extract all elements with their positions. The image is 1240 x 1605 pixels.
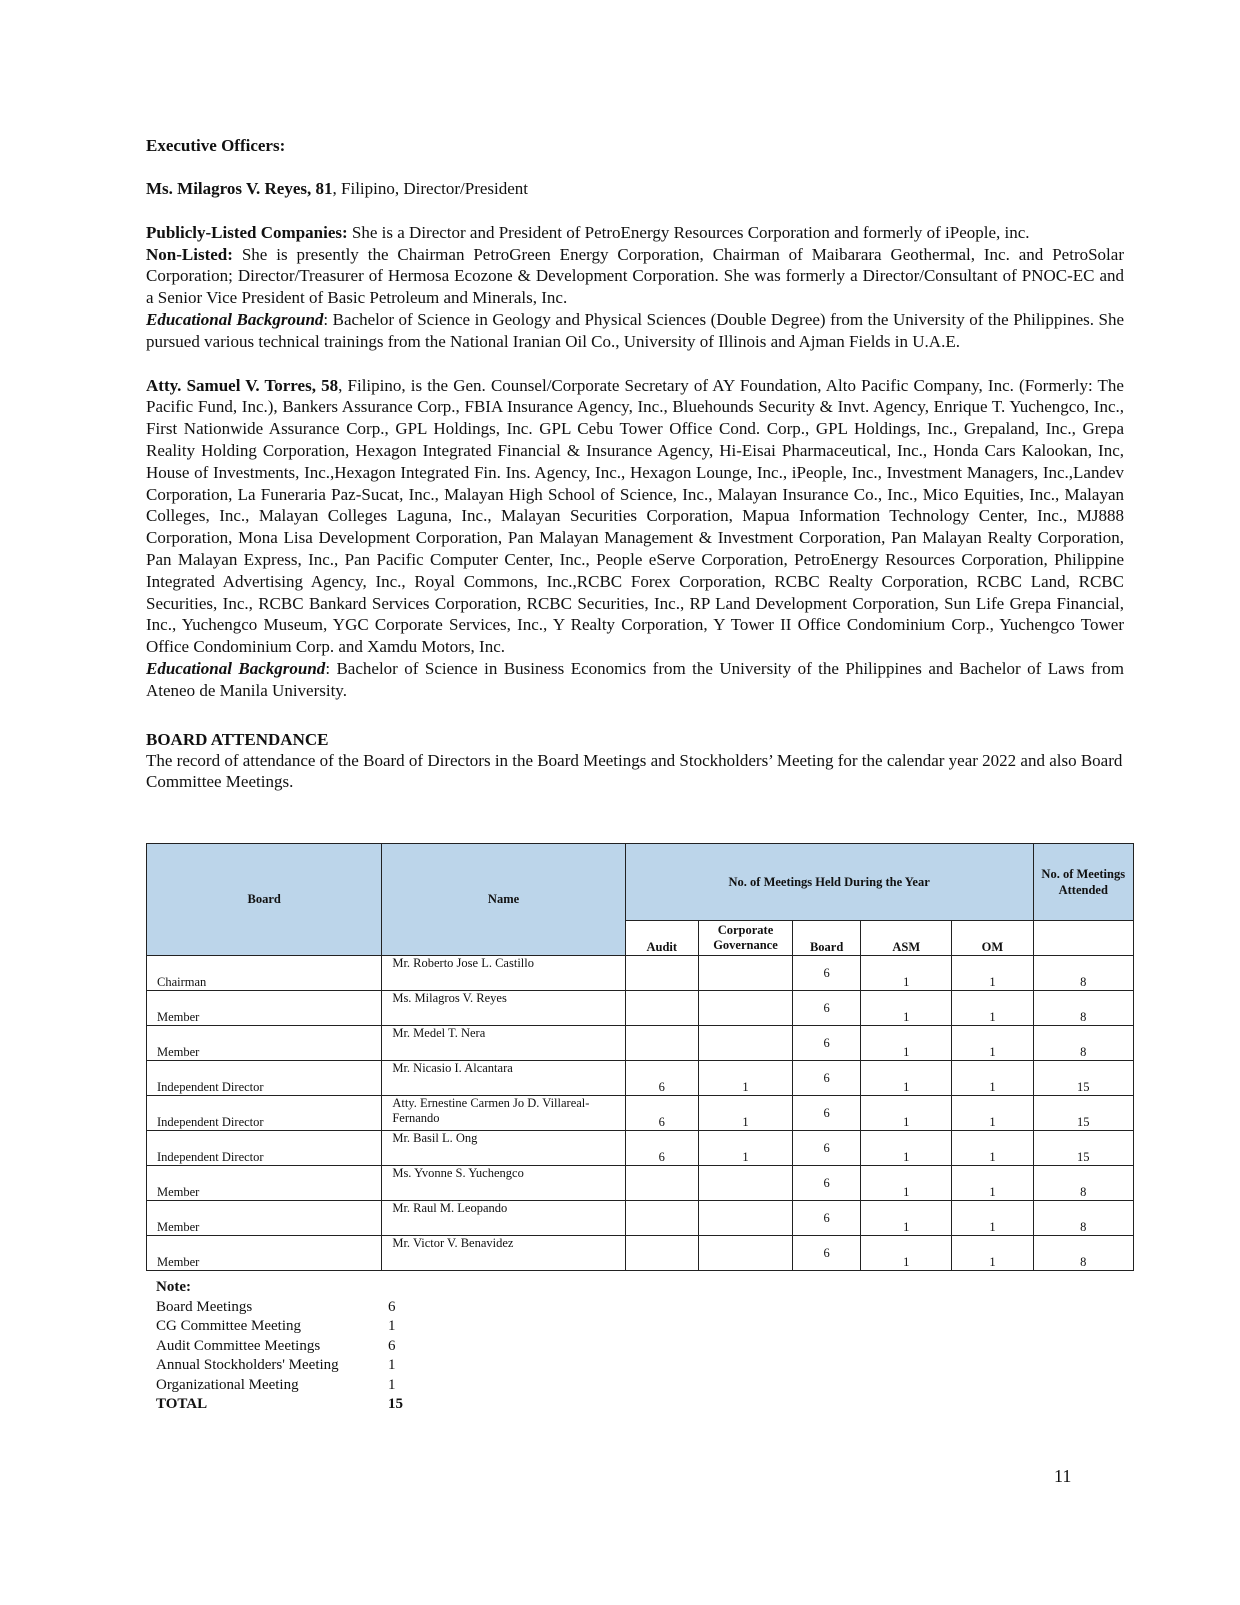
header-meetings-attended: No. of Meetings Attended xyxy=(1033,844,1133,921)
table-row xyxy=(147,956,1134,991)
notes-heading: Note: xyxy=(156,1279,191,1295)
board-meetings-cell: 6 xyxy=(793,991,861,1026)
asm-cell: 1 xyxy=(861,1096,952,1131)
header-name: Name xyxy=(382,844,625,956)
torres-name: Atty. Samuel V. Torres, 58 xyxy=(146,375,339,395)
table-row xyxy=(147,1096,1134,1131)
header-board-meetings: Board xyxy=(793,921,861,956)
header-meetings-held: No. of Meetings Held During the Year xyxy=(625,844,1033,921)
attended-cell: 8 xyxy=(1033,1026,1133,1061)
om-cell: 1 xyxy=(952,1201,1033,1236)
board-meetings-cell: 6 xyxy=(793,1061,861,1096)
audit-cell xyxy=(625,1166,698,1201)
om-cell: 1 xyxy=(952,1061,1033,1096)
board-meetings-cell: 6 xyxy=(793,1096,861,1131)
board-cell: Member xyxy=(147,1201,382,1236)
notes-item-label: Annual Stockholders' Meeting xyxy=(156,1357,339,1373)
cg-cell xyxy=(698,1166,792,1201)
board-cell: Member xyxy=(147,1166,382,1201)
header-board: Board xyxy=(147,844,382,956)
attended-cell: 8 xyxy=(1033,991,1133,1026)
torres-bio xyxy=(146,375,1124,658)
notes-item xyxy=(156,1376,403,1396)
table-row xyxy=(147,1236,1134,1271)
name-cell: Ms. Milagros V. Reyes xyxy=(382,991,625,1026)
notes-item-label: Audit Committee Meetings xyxy=(156,1337,321,1354)
notes-item xyxy=(156,1317,403,1337)
reyes-listed xyxy=(146,222,1124,244)
board-meetings-cell: 6 xyxy=(793,1026,861,1061)
board-cell: Independent Director xyxy=(147,1096,382,1131)
reyes-edu-text: : Bachelor of Science in Geology and Physical Sciences (Double Degree) from the University of the Philippines. She pursued various technical trainings from the National Iranian Oil Co., University of Illinois and Ajman Fields in U.A.E. xyxy=(146,309,1125,351)
torres-text: , Filipino, is the Gen. Counsel/Corporate Secretary of AY Foundation, Alto Pacific Company, Inc. (Formerly: The Pacific Fund, Inc.), Bankers Assurance Corp., FBIA Insurance Agency, Inc., Bluehounds Security & Invt. Agency, Enrique T. Yuchengco, Inc., First Nationwide Assurance Corp., GPL Holdings, Inc. GPL Cebu Tower Office Cond. Corp., GPL Holdings, Inc., Grepaland, Inc., Grepa Reality Holding Corporation, Hexagon Integrated Financial & Insurance Agency, Hi-Eisai Pharmaceutical, Inc., Honda Cars Kalookan, Inc, House of Investments, Inc.,Hexagon Integrated Fin. Ins. Agency, Inc., Hexagon Lounge, Inc., iPeople, Inc., Investment Managers, Inc.,Landev Corporation, La Funeraria Paz-Sucat, Inc., Malayan High School of Science, Inc., Malayan Insurance Co., Inc., Mico Equities, Inc., Malayan Colleges, Inc., Malayan Colleges Laguna, Inc., Malayan Securities Corporation, Mapua Information Technology Center, Inc., MJ888 Corporation, Mona Lisa Development Corporation, Pan Malayan Management & Investment Corporation, Pan Malayan Realty Corporation, Pan Malayan Express, Inc., Pan Pacific Computer Center, Inc., People eServe Corporation, PetroEnergy Resources Corporation, Philippine Integrated Advertising Agency, Inc., Royal Commons, Inc.,RCBC Forex Corporation, RCBC Realty Corporation, RCBC Land, RCBC Securities, Inc., RCBC Bankard Services Corporation, RCBC Securities, Inc., RP Land Development Corporation, Sun Life Grepa Financial, Inc., Yuchengco Museum, YGC Corporate Services, Inc., Y Realty Corporation, Y Tower II Office Condominium Corp., Yuchengco Tower Office Condominium Corp. and Xamdu Motors, Inc. xyxy=(146,375,1124,657)
attended-cell: 8 xyxy=(1033,1201,1133,1236)
notes-item xyxy=(156,1298,403,1318)
audit-cell xyxy=(625,1236,698,1271)
table-row xyxy=(147,1201,1134,1236)
table-row xyxy=(147,1061,1134,1096)
notes-item-value: 1 xyxy=(388,1318,396,1334)
torres-edu-text: : Bachelor of Science in Business Economics from the University of the Philippines and Bachelor of Laws from Ateneo de Manila University. xyxy=(146,658,1124,700)
notes-item-label: CG Committee Meeting xyxy=(156,1318,301,1334)
header-om: OM xyxy=(952,921,1033,956)
board-meetings-cell: 6 xyxy=(793,1236,861,1271)
notes-item-value: 1 xyxy=(388,1357,396,1373)
notes-total-label: TOTAL xyxy=(156,1396,208,1412)
notes-total-value: 15 xyxy=(388,1396,403,1412)
header-cg: Corporate Governance xyxy=(698,921,792,956)
asm-cell: 1 xyxy=(861,1201,952,1236)
reyes-role: , Filipino, Director/President xyxy=(332,179,529,198)
table-row xyxy=(147,1166,1134,1201)
notes-total-row xyxy=(156,1395,403,1415)
table-row xyxy=(147,1131,1134,1166)
asm-cell: 1 xyxy=(861,1236,952,1271)
asm-cell: 1 xyxy=(861,1131,952,1166)
reyes-nonlisted xyxy=(146,244,1124,309)
audit-cell xyxy=(625,1026,698,1061)
executive-officers-heading: Executive Officers: xyxy=(146,136,286,155)
cg-cell: 1 xyxy=(698,1131,792,1166)
attended-cell: 15 xyxy=(1033,1061,1133,1096)
reyes-edu-label: Educational Background xyxy=(146,309,324,329)
table-row xyxy=(147,1026,1134,1061)
notes-item xyxy=(156,1356,403,1376)
asm-cell: 1 xyxy=(861,956,952,991)
om-cell: 1 xyxy=(952,1096,1033,1131)
board-meetings-cell: 6 xyxy=(793,1201,861,1236)
asm-cell: 1 xyxy=(861,1166,952,1201)
torres-education xyxy=(146,658,1124,702)
document-body xyxy=(146,136,1124,793)
board-meetings-cell: 6 xyxy=(793,1131,861,1166)
name-cell: Ms. Yvonne S. Yuchengco xyxy=(382,1166,625,1201)
notes-item-value: 1 xyxy=(388,1376,396,1393)
board-cell: Chairman xyxy=(147,956,382,991)
attended-cell: 8 xyxy=(1033,956,1133,991)
header-attended-blank xyxy=(1033,921,1133,956)
name-cell: Mr. Basil L. Ong xyxy=(382,1131,625,1166)
attended-cell: 15 xyxy=(1033,1131,1133,1166)
name-cell: Mr. Nicasio I. Alcantara xyxy=(382,1061,625,1096)
listed-text: She is a Director and President of PetroEnergy Resources Corporation and formerly of iPeople, inc. xyxy=(347,222,1030,242)
asm-cell: 1 xyxy=(861,1061,952,1096)
asm-cell: 1 xyxy=(861,991,952,1026)
notes-item-value: 6 xyxy=(388,1298,396,1315)
om-cell: 1 xyxy=(952,1166,1033,1201)
audit-cell: 6 xyxy=(625,1061,698,1096)
board-cell: Independent Director xyxy=(147,1061,382,1096)
name-cell: Mr. Medel T. Nera xyxy=(382,1026,625,1061)
nonlisted-label: Non-Listed: xyxy=(146,244,233,264)
cg-cell xyxy=(698,1201,792,1236)
om-cell: 1 xyxy=(952,1131,1033,1166)
audit-cell: 6 xyxy=(625,1131,698,1166)
board-cell: Member xyxy=(147,991,382,1026)
board-cell: Member xyxy=(147,1026,382,1061)
board-attendance-heading: BOARD ATTENDANCE xyxy=(146,729,329,749)
reyes-name: Ms. Milagros V. Reyes, 81 xyxy=(146,179,333,198)
attended-cell: 8 xyxy=(1033,1166,1133,1201)
board-meetings-cell: 6 xyxy=(793,1166,861,1201)
name-cell: Mr. Roberto Jose L. Castillo xyxy=(382,956,625,991)
audit-cell xyxy=(625,1201,698,1236)
notes-item xyxy=(156,1337,403,1357)
listed-label: Publicly-Listed Companies: xyxy=(146,222,348,242)
board-attendance-intro: The record of attendance of the Board of Directors in the Board Meetings and Stockholders’ Meeting for the calendar year 2022 and also Board Committee Meetings. xyxy=(146,750,1123,792)
name-cell: Mr. Raul M. Leopando xyxy=(382,1201,625,1236)
cg-cell: 1 xyxy=(698,1096,792,1131)
attended-cell: 8 xyxy=(1033,1236,1133,1271)
om-cell: 1 xyxy=(952,956,1033,991)
table-row xyxy=(147,991,1134,1026)
notes-item-label: Organizational Meeting xyxy=(156,1376,299,1393)
page-number: 11 xyxy=(1054,1466,1072,1486)
name-cell: Atty. Ernestine Carmen Jo D. Villareal-Fernando xyxy=(382,1096,625,1131)
attendance-table xyxy=(146,843,1134,1271)
notes-item-label: Board Meetings xyxy=(156,1298,253,1315)
notes-block xyxy=(156,1278,403,1415)
notes-item-value: 6 xyxy=(388,1337,396,1354)
asm-cell: 1 xyxy=(861,1026,952,1061)
board-meetings-cell: 6 xyxy=(793,956,861,991)
board-cell: Member xyxy=(147,1236,382,1271)
reyes-intro xyxy=(146,178,1124,200)
nonlisted-text: She is presently the Chairman PetroGreen Energy Corporation, Chairman of Maibarara Geothermal, Inc. and PetroSolar Corporation; Director/Treasurer of Hermosa Ecozone & Development Corporation. She was formerly a Director/Consultant of PNOC-EC and a Senior Vice President of Basic Petroleum and Minerals, Inc. xyxy=(146,244,1124,308)
torres-edu-label: Educational Background xyxy=(146,658,326,678)
cg-cell: 1 xyxy=(698,1061,792,1096)
attended-cell: 15 xyxy=(1033,1096,1133,1131)
om-cell: 1 xyxy=(952,1026,1033,1061)
board-cell: Independent Director xyxy=(147,1131,382,1166)
cg-cell xyxy=(698,1026,792,1061)
om-cell: 1 xyxy=(952,1236,1033,1271)
name-cell: Mr. Victor V. Benavidez xyxy=(382,1236,625,1271)
audit-cell: 6 xyxy=(625,1096,698,1131)
cg-cell xyxy=(698,1236,792,1271)
audit-cell xyxy=(625,956,698,991)
reyes-education xyxy=(146,309,1124,353)
header-asm: ASM xyxy=(861,921,952,956)
om-cell: 1 xyxy=(952,991,1033,1026)
attendance-rows xyxy=(147,956,1134,1271)
cg-cell xyxy=(698,991,792,1026)
audit-cell xyxy=(625,991,698,1026)
cg-cell xyxy=(698,956,792,991)
notes-list xyxy=(156,1298,403,1396)
header-audit: Audit xyxy=(625,921,698,956)
